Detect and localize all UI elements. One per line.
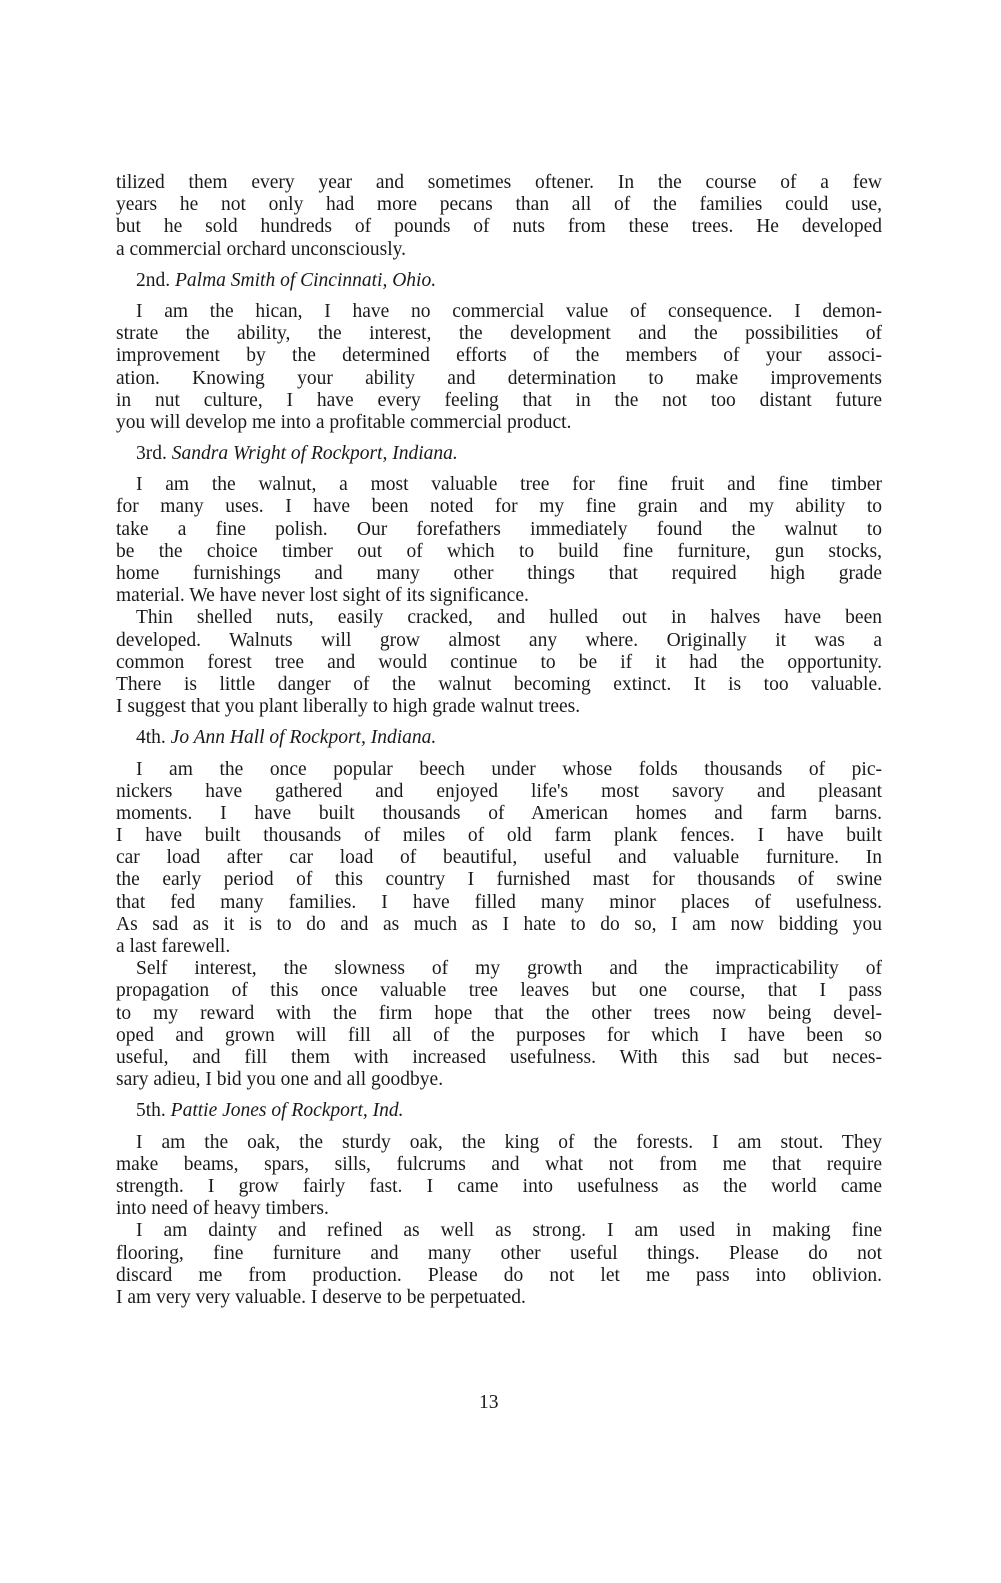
paragraph — [116, 759, 882, 959]
entry-author: Palma Smith of Cincinnati, Ohio. — [175, 269, 437, 291]
page-text — [116, 172, 882, 1309]
entry-rank: 2nd. — [136, 269, 171, 291]
text-line: useful, and fill them with increased usefulness. With this sad but neces- — [116, 1046, 882, 1068]
text-line: for many uses. I have been noted for my fine grain and my ability to — [116, 496, 882, 518]
text-line: ation. Knowing your ability and determination to make improvements — [116, 367, 882, 389]
paragraph — [116, 301, 882, 434]
entry-author: Pattie Jones of Rockport, Ind. — [170, 1100, 404, 1122]
text-line: flooring, fine furniture and many other useful things. Please do not — [116, 1242, 882, 1264]
entry-heading — [116, 443, 882, 465]
text-line: I have built thousands of miles of old farm plank fences. I have built — [116, 825, 882, 847]
text-line: that fed many families. I have filled many minor places of usefulness. — [116, 891, 882, 913]
entry-heading — [116, 727, 882, 749]
paragraph — [116, 172, 882, 261]
entry-heading — [116, 270, 882, 292]
paragraph — [116, 1132, 882, 1221]
text-line: There is little danger of the walnut becoming extinct. It is too valuable. — [116, 673, 882, 695]
text-line: Thin shelled nuts, easily cracked, and hulled out in halves have been — [136, 607, 882, 629]
text-line: moments. I have built thousands of American homes and farm barns. — [116, 802, 882, 824]
text-line: car load after car load of beautiful, useful and valuable furniture. In — [116, 847, 882, 869]
text-line: propagation of this once valuable tree leaves but one course, that I pass — [116, 980, 882, 1002]
text-line: into need of heavy timbers. — [116, 1198, 329, 1220]
paragraph — [116, 474, 882, 607]
text-line: take a fine polish. Our forefathers immediately found the walnut to — [116, 518, 882, 540]
text-line: a commercial orchard unconsciously. — [116, 238, 407, 260]
text-line: sary adieu, I bid you one and all goodbye. — [116, 1069, 444, 1091]
text-line: I am the oak, the sturdy oak, the king of the forests. I am stout. They — [136, 1131, 882, 1153]
entry-heading — [116, 1100, 882, 1122]
text-line: I am the walnut, a most valuable tree for fine fruit and fine timber — [136, 474, 882, 496]
text-line: be the choice timber out of which to build fine furniture, gun stocks, — [116, 540, 882, 562]
text-line: improvement by the determined efforts of the members of your associ- — [116, 345, 882, 367]
text-line: Self interest, the slowness of my growth and the impracticability of — [136, 958, 882, 980]
text-line: but he sold hundreds of pounds of nuts from these trees. He developed — [116, 216, 882, 238]
text-line: I am dainty and refined as well as strong. I am used in making fine — [136, 1220, 882, 1242]
paragraph — [116, 958, 882, 1091]
text-line: I am the hican, I have no commercial value of consequence. I demon- — [136, 300, 882, 322]
text-line: in nut culture, I have every feeling that in the not too distant future — [116, 389, 882, 411]
text-line: home furnishings and many other things that required high grade — [116, 563, 882, 585]
entry-rank: 3rd. — [136, 443, 167, 465]
text-line: discard me from production. Please do not let me pass into oblivion. — [116, 1264, 882, 1286]
text-line: you will develop me into a profitable commercial product. — [116, 411, 572, 433]
text-line: I am the once popular beech under whose folds thousands of pic- — [136, 758, 882, 780]
text-line: common forest tree and would continue to be if it had the opportunity. — [116, 651, 882, 673]
page-number: 13 — [479, 1392, 499, 1413]
text-line: developed. Walnuts will grow almost any where. Originally it was a — [116, 629, 882, 651]
entry-author: Sandra Wright of Rockport, Indiana. — [171, 443, 458, 465]
entry-rank: 5th. — [136, 1100, 166, 1122]
text-line: I am very very valuable. I deserve to be perpetuated. — [116, 1286, 526, 1308]
text-line: years he not only had more pecans than all of the families could use, — [116, 194, 882, 216]
text-line: nickers have gathered and enjoyed life's most savory and pleasant — [116, 780, 882, 802]
text-line: the early period of this country I furnished mast for thousands of swine — [116, 869, 882, 891]
text-line: to my reward with the firm hope that the other trees now being devel- — [116, 1002, 882, 1024]
paragraph — [116, 1220, 882, 1309]
paragraph — [116, 607, 882, 718]
text-line: oped and grown will fill all of the purposes for which I have been so — [116, 1024, 882, 1046]
text-line: strate the ability, the interest, the development and the possibilities of — [116, 323, 882, 345]
text-line: As sad as it is to do and as much as I hate to do so, I am now bidding you — [116, 913, 882, 935]
text-line: material. We have never lost sight of its significance. — [116, 585, 529, 607]
text-line: a last farewell. — [116, 936, 231, 958]
entry-rank: 4th. — [136, 727, 166, 749]
text-line: tilized them every year and sometimes oftener. In the course of a few — [116, 172, 882, 193]
text-line: strength. I grow fairly fast. I came into usefulness as the world came — [116, 1175, 882, 1197]
text-line: I suggest that you plant liberally to high grade walnut trees. — [116, 696, 581, 718]
text-line: make beams, spars, sills, fulcrums and what not from me that require — [116, 1153, 882, 1175]
entry-author: Jo Ann Hall of Rockport, Indiana. — [170, 727, 437, 749]
